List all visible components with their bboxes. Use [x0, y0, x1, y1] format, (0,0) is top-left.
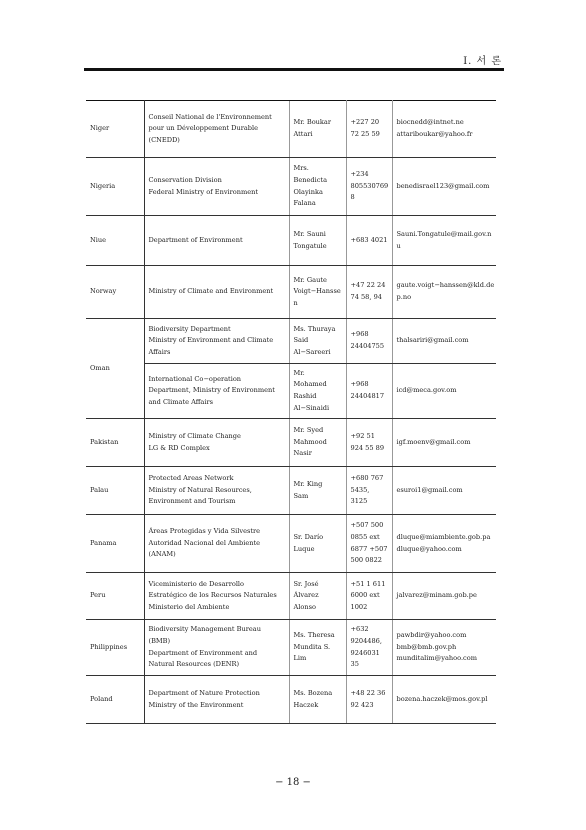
- email-cell: pawbdir@yahoo.com bmb@bmb.gov.ph munditalim@yahoo.com: [392, 620, 496, 676]
- country-cell: Oman: [86, 319, 144, 419]
- email-cell: benedisrael123@gmail.com: [392, 158, 496, 216]
- agency-cell: Protected Areas Network Ministry of Natural Resources, Environment and Tourism: [144, 467, 289, 515]
- table-row: [86, 676, 496, 724]
- table-row: [86, 620, 496, 676]
- phone-cell: +234 805530769 8: [346, 158, 392, 216]
- contact-cell: Mr. King Sam: [289, 467, 346, 515]
- table-row: [86, 364, 496, 419]
- table-row: [86, 573, 496, 620]
- agency-cell: International Co−operation Department, Ministry of Environment and Climate Affairs: [144, 364, 289, 419]
- table-row: [86, 467, 496, 515]
- email-cell: dluque@miambiente.gob.pa dluque@yahoo.com: [392, 515, 496, 573]
- phone-cell: +968 24404817: [346, 364, 392, 419]
- contact-cell: Ms. Bozena Haczek: [289, 676, 346, 724]
- email-cell: gaute.voigt−hanssen@kld.de p.no: [392, 266, 496, 319]
- email-cell: igf.moenv@gmail.com: [392, 419, 496, 467]
- contact-directory-table: [86, 100, 496, 724]
- table-row: [86, 319, 496, 364]
- contact-cell: Sr. José Álvarez Alonso: [289, 573, 346, 620]
- agency-cell: Conservation Division Federal Ministry of Environment: [144, 158, 289, 216]
- agency-cell: Áreas Protegidas y Vida Silvestre Autoridad Nacional del Ambiente (ANAM): [144, 515, 289, 573]
- contact-cell: Mr. Syed Mahmood Nasir: [289, 419, 346, 467]
- contact-cell: Mr. Mohamed Rashid Al−Sinaidi: [289, 364, 346, 419]
- phone-cell: +92 51 924 55 89: [346, 419, 392, 467]
- country-cell: Nigeria: [86, 158, 144, 216]
- table-row: [86, 266, 496, 319]
- contact-cell: Ms. Theresa Mundita S. Lim: [289, 620, 346, 676]
- contact-cell: Mr. Boukar Attari: [289, 101, 346, 158]
- phone-cell: +683 4021: [346, 216, 392, 266]
- country-cell: Pakistan: [86, 419, 144, 467]
- contact-cell: Sr. Darío Luque: [289, 515, 346, 573]
- contact-cell: Mr. Gaute Voigt−Hansse n: [289, 266, 346, 319]
- email-cell: esuroi1@gmail.com: [392, 467, 496, 515]
- country-cell: Palau: [86, 467, 144, 515]
- page-number: − 18 −: [275, 777, 311, 788]
- email-cell: Sauni.Tongatule@mail.gov.n u: [392, 216, 496, 266]
- country-cell: Poland: [86, 676, 144, 724]
- email-cell: bozena.haczek@mos.gov.pl: [392, 676, 496, 724]
- country-cell: Niger: [86, 101, 144, 158]
- table-row: [86, 515, 496, 573]
- email-cell: thalsariri@gmail.com: [392, 319, 496, 364]
- contact-cell: Mr. Sauni Tongatule: [289, 216, 346, 266]
- table-row: [86, 101, 496, 158]
- table-row: [86, 158, 496, 216]
- header-rule: [84, 68, 504, 71]
- phone-cell: +632 9204486, 9246031 35: [346, 620, 392, 676]
- phone-cell: +680 767 5435, 3125: [346, 467, 392, 515]
- table-row: [86, 216, 496, 266]
- country-cell: Norway: [86, 266, 144, 319]
- agency-cell: Conseil National de l'Environnement pour un Développement Durable (CNEDD): [144, 101, 289, 158]
- agency-cell: Department of Nature Protection Ministry of the Environment: [144, 676, 289, 724]
- section-header: I. 서 론: [463, 56, 502, 67]
- contact-cell: Ms. Thuraya Said Al−Sareeri: [289, 319, 346, 364]
- agency-cell: Biodiversity Department Ministry of Environment and Climate Affairs: [144, 319, 289, 364]
- country-cell: Panama: [86, 515, 144, 573]
- phone-cell: +47 22 24 74 58, 94: [346, 266, 392, 319]
- email-cell: jalvarez@minam.gob.pe: [392, 573, 496, 620]
- email-cell: icd@meca.gov.om: [392, 364, 496, 419]
- agency-cell: Department of Environment: [144, 216, 289, 266]
- agency-cell: Viceministerio de Desarrollo Estratégico de los Recursos Naturales Ministerio del Ambiente: [144, 573, 289, 620]
- country-cell: Niue: [86, 216, 144, 266]
- agency-cell: Biodiversity Management Bureau (BMB) Department of Environment and Natural Resources (DENR): [144, 620, 289, 676]
- email-cell: biocnedd@intnet.ne attariboukar@yahoo.fr: [392, 101, 496, 158]
- phone-cell: +227 20 72 25 59: [346, 101, 392, 158]
- table-row: [86, 419, 496, 467]
- phone-cell: +48 22 36 92 423: [346, 676, 392, 724]
- country-cell: Peru: [86, 573, 144, 620]
- contact-cell: Mrs. Benedicta Olayinka Falana: [289, 158, 346, 216]
- phone-cell: +51 1 611 6000 ext 1002: [346, 573, 392, 620]
- phone-cell: +507 500 0855 ext 6877 +507 500 0822: [346, 515, 392, 573]
- phone-cell: +968 24404755: [346, 319, 392, 364]
- country-cell: Philippines: [86, 620, 144, 676]
- agency-cell: Ministry of Climate Change LG & RD Complex: [144, 419, 289, 467]
- agency-cell: Ministry of Climate and Environment: [144, 266, 289, 319]
